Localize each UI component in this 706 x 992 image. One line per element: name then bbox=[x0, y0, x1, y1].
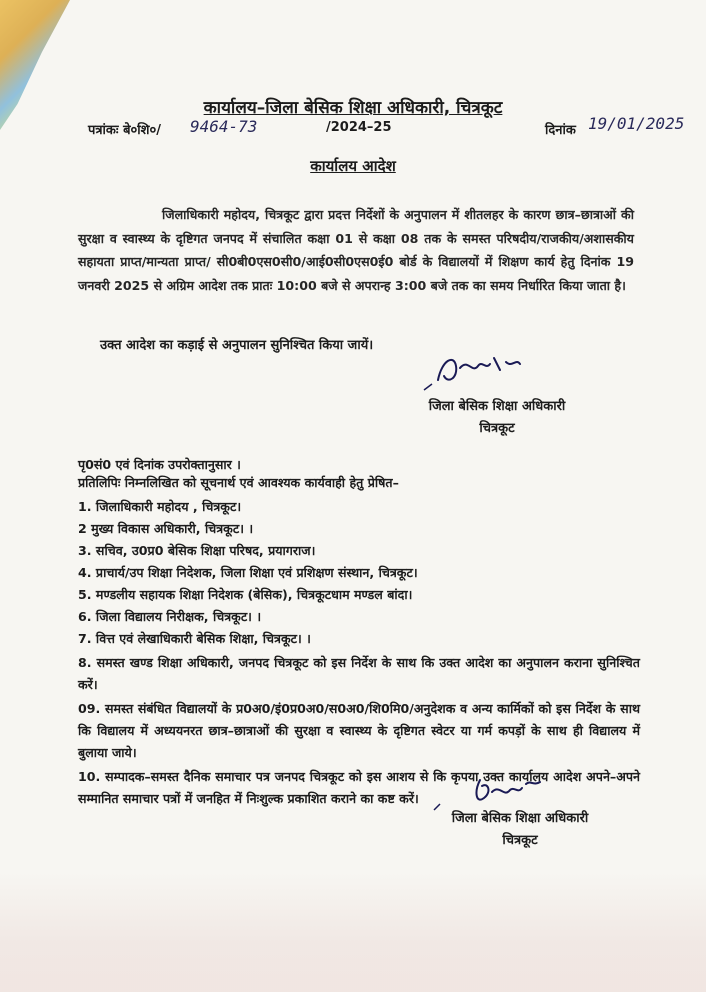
reference-number-handwritten: 9464-73 bbox=[190, 117, 258, 136]
copy-forward-line: प्रतिलिपिः निम्नलिखित को सूचनार्थ एवं आवश्यक कार्यवाही हेतु प्रेषित– bbox=[78, 475, 399, 490]
copy-item: 09. समस्त संबंधित विद्यालयों के प्र0अ0/इं0प्र0अ0/स0अ0/शि0मि0/अनुदेशक व अन्य कार्मिकों को इस निर्देश के साथ कि विद्यालय में अध्ययनरत छात्र–छात्राओं की सुरक्षा व स्वास्थ्य के दृष्टिगत स्वेटर या गर्म कपड़ों के साथ ही विद्यालय में बुलाया जाये। bbox=[78, 701, 640, 760]
copy-ref-line: पृ0सं0 एवं दिनांक उपरोक्तानुसार । bbox=[78, 457, 241, 472]
copy-item: 1. जिलाधिकारी महोदय , चित्रकूट। bbox=[78, 499, 242, 514]
copy-item: 4. प्राचार्य/उप शिक्षा निदेशक, जिला शिक्षा एवं प्रशिक्षण संस्थान, चित्रकूट। bbox=[78, 565, 418, 580]
copy-item: 7. वित्त एवं लेखाधिकारी बेसिक शिक्षा, चित्रकूट। । bbox=[78, 631, 311, 646]
signatory-1-designation: जिला बेसिक शिक्षा अधिकारी bbox=[428, 399, 566, 414]
signatory-2-place: चित्रकूट bbox=[502, 833, 538, 848]
date-label: दिनांक bbox=[545, 123, 576, 138]
copy-item: 5. मण्डलीय सहायक शिक्षा निदेशक (बेसिक), चित्रकूटधाम मण्डल बांदा। bbox=[78, 587, 413, 602]
signature-1 bbox=[420, 340, 530, 400]
copy-item: 3. सचिव, उ0प्र0 बेसिक शिक्षा परिषद, प्रयागराज। bbox=[78, 543, 316, 558]
paper-bottom-shade bbox=[0, 872, 706, 992]
compliance-line: उक्त आदेश का कड़ाई से अनुपालन सुनिश्चित किया जायें। bbox=[100, 338, 374, 353]
reference-suffix: /2024–25 bbox=[326, 120, 392, 135]
copy-item: 10. सम्पादक–समस्त दैनिक समाचार पत्र जनपद चित्रकूट को इस आशय से कि कृपया उक्त कार्यालय आदेश अपने–अपने सम्मानित समाचार पत्रों में जनहित में निःशुल्क प्रकाशित कराने का कष्ट करें। bbox=[78, 769, 640, 806]
order-paragraph: जिलाधिकारी महोदय, चित्रकूट द्वारा प्रदत्त निर्देशों के अनुपालन में शीतलहर के कारण छात्र–छात्राओं की सुरक्षा व स्वास्थ्य के दृष्टिगत जनपद में संचालित कक्षा 01 से कक्षा 08 तक के समस्त परिषदीय/राजकीय/अशासकीय सहायता प्राप्त/मान्यता प्राप्त/ सी0बी0एस0सी0/आई0सी0एस0ई0 बोर्ड के विद्यालयों में शिक्षण कार्य हेतु दिनांक 19 जनवरी 2025 से अग्रिम आदेश तक प्रातः 10:00 बजे से अपरान्ह 3:00 बजे तक का समय निर्धारित किया जाता है। bbox=[78, 207, 634, 293]
signatory-1-place: चित्रकूट bbox=[479, 421, 515, 436]
copy-item: 6. जिला विद्यालय निरीक्षक, चित्रकूट। । bbox=[78, 609, 262, 624]
date-handwritten: 19/01/2025 bbox=[588, 114, 685, 133]
office-title: कार्यालय–जिला बेसिक शिक्षा अधिकारी, चित्रकूट bbox=[203, 98, 503, 118]
reference-prefix: पत्रांकः बे०शि०/ bbox=[88, 123, 161, 138]
copy-item: 2 मुख्य विकास अधिकारी, चित्रकूट। । bbox=[78, 521, 254, 536]
copy-item: 8. समस्त खण्ड शिक्षा अधिकारी, जनपद चित्रकूट को इस निर्देश के साथ कि उक्त आदेश का अनुपालन कराना सुनिश्चित करें। bbox=[78, 655, 640, 692]
order-title: कार्यालय आदेश bbox=[310, 157, 396, 175]
signatory-2-designation: जिला बेसिक शिक्षा अधिकारी bbox=[451, 811, 589, 826]
